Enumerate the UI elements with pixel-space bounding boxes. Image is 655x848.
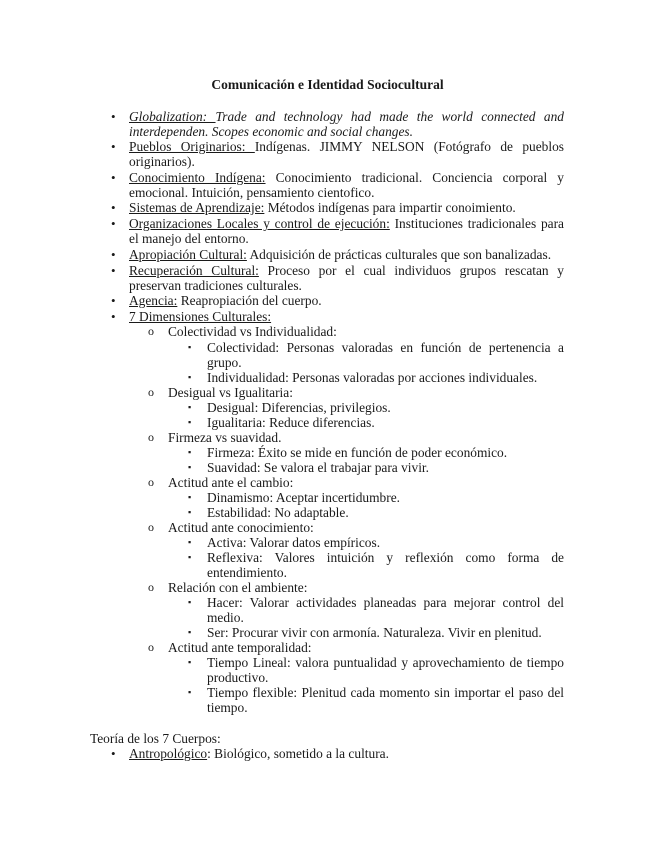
dimension-sub-item: Desigual: Diferencias, privilegios. [207,400,391,415]
bullet-square: ▪ [188,342,192,352]
item-globalization [129,109,564,139]
dimension-temporalidad: Actitud ante temporalidad: [168,640,312,655]
bullet-square: ▪ [188,417,192,427]
bullet-square: ▪ [188,627,192,637]
term: Conocimiento Indígena: [129,170,266,185]
bullet-square: ▪ [188,462,192,472]
definition: Instituciones tradicionales para el manejo del entorno. [129,216,564,246]
term: Sistemas de Aprendizaje: [129,200,265,215]
bullet-circle: o [148,430,154,444]
definition: Conocimiento tradicional. Conciencia corporal y emocional. Intuición, pensamiento cientofico. [129,170,564,200]
bullet-circle: o [148,475,154,489]
dimension-sub-item: Suavidad: Se valora el trabajar para vivir. [207,460,429,475]
item-recuperacion-cultural [129,263,564,293]
dimension-sub-item: Hacer: Valorar actividades planeadas para mejorar control del medio. [207,595,564,625]
item-sistemas-aprendizaje [129,200,564,215]
term: Antropológico [129,746,208,761]
term: Pueblos Originarios: [129,139,255,154]
item-agencia [129,293,564,308]
section-heading: Teoría de los 7 Cuerpos: [90,731,221,746]
bullet-dot: • [111,216,116,231]
document-title: Comunicación e Identidad Sociocultural [211,77,444,92]
dimension-conocimiento: Actitud ante conocimiento: [168,520,314,535]
bullet-dot: • [111,109,116,124]
dimension-cambio: Actitud ante el cambio: [168,475,294,490]
dimension-sub-item: Tiempo flexible: Plenitud cada momento sin importar el paso del tiempo. [207,685,564,715]
bullet-circle: o [148,580,154,594]
bullet-square: ▪ [188,552,192,562]
bullet-circle: o [148,640,154,654]
bullet-square: ▪ [188,402,192,412]
bullet-square: ▪ [188,372,192,382]
bullet-circle: o [148,385,154,399]
item-antropologico [129,746,564,761]
definition: Adquisición de prácticas culturales que son banalizadas. [246,247,552,262]
item-conocimiento-indigena [129,170,564,200]
definition: Proceso por el cual individuos grupos rescatan y preservan tradiciones culturales. [129,263,564,293]
bullet-square: ▪ [188,597,192,607]
dimension-ambiente: Relación con el ambiente: [168,580,308,595]
bullet-dot: • [111,170,116,185]
bullet-dot: • [111,309,116,324]
bullet-dot: • [111,200,116,215]
term: Recuperación Cultural: [129,263,259,278]
item-apropiacion-cultural [129,247,564,262]
item-pueblos-originarios [129,139,564,169]
dimension-desigual: Desigual vs Igualitaria: [168,385,293,400]
bullet-circle: o [148,520,154,534]
dimension-firmeza: Firmeza vs suavidad. [168,430,282,445]
bullet-dot: • [111,139,116,154]
dimension-sub-item: Activa: Valorar datos empíricos. [207,535,381,550]
dimension-sub-item: Colectividad: Personas valoradas en función de pertenencia a grupo. [207,340,564,370]
dimension-sub-item: Reflexiva: Valores intuición y reflexión como forma de entendimiento. [207,550,564,580]
definition: Reapropiación del cuerpo. [177,293,322,308]
term: 7 Dimensiones Culturales: [129,309,272,324]
dimension-sub-item: Ser: Procurar vivir con armonía. Naturaleza. Vivir en plenitud. [207,625,542,640]
definition: Trade and technology had made the world connected and interdependen. Scopes economic and social changes. [129,109,564,139]
bullet-square: ▪ [188,687,192,697]
bullet-square: ▪ [188,447,192,457]
dimension-sub-item: Estabilidad: No adaptable. [207,505,349,520]
definition: Métodos indígenas para impartir conoimiento. [264,200,516,215]
dimension-sub-item: Igualitaria: Reduce diferencias. [207,415,375,430]
bullet-square: ▪ [188,507,192,517]
bullet-square: ▪ [188,657,192,667]
dimension-sub-item: Tiempo Lineal: valora puntualidad y aprovechamiento de tiempo productivo. [207,655,564,685]
term: Organizaciones Locales y control de ejecución: [129,216,390,231]
dimension-sub-item: Individualidad: Personas valoradas por acciones individuales. [207,370,538,385]
dimension-colectividad: Colectividad vs Individualidad: [168,324,337,339]
item-organizaciones-locales [129,216,564,246]
bullet-square: ▪ [188,492,192,502]
term: Agencia: [129,293,178,308]
bullet-dot: • [111,247,116,262]
definition: Indígenas. JIMMY NELSON (Fotógrafo de pueblos originarios). [129,139,564,169]
definition: : Biológico, sometido a la cultura. [207,746,389,761]
term: Globalization: [129,109,216,124]
bullet-dot: • [111,746,116,761]
bullet-square: ▪ [188,537,192,547]
dimension-sub-item: Firmeza: Éxito se mide en función de poder económico. [207,445,508,460]
term: Apropiación Cultural: [129,247,247,262]
bullet-dot: • [111,293,116,308]
item-7-dimensiones [129,309,564,324]
bullet-circle: o [148,324,154,338]
bullet-dot: • [111,263,116,278]
dimension-sub-item: Dinamismo: Aceptar incertidumbre. [207,490,400,505]
